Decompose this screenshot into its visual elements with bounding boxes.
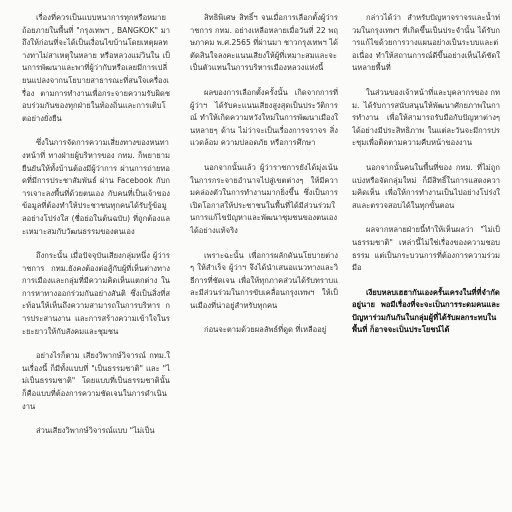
paragraph: ส่วนเสียงวิพากษ์วิจารณ์แบบ "ไม่เป็น (36, 426, 155, 436)
text-column-1 (22, 12, 170, 438)
paragraph: ถึงกระนั้น เมื่อปัจจุบันเสียงกลุ่มหนึ่ง ผู้ว่าราชการ กทม.ยังคงต้องต่อสู้กับผู้ที่เห็นต่างทางการเมืองและกลุ่มที่มีความคิดเห็นแตกต่าง ในการหาทางออกร่วมกันอย่างสันติ ซึ่งเป็นสิ่งที่สะท้อนให้เห็นถึงความสามารถในการบริหาร การประสานงาน และการสร้างความเข้าใจในระยะยาวให้กับสังคมและชุมชน (22, 251, 170, 336)
paragraph: ก่อนจะตามด้วยผลลัพธ์ที่ดูด ที่เหลืออยู่ (204, 325, 327, 335)
paragraph: ผลจากหลายฝ่ายนี้ทำให้เห็นผลว่า "ไม่เป็นธรรมชาติ" เหล่านี้ไม่ใช่เรื่องของความชอบธรรม แต่เป็นกระบวนการที่ต้องการความร่วมมือ (352, 225, 500, 273)
paragraph: เรื่องที่ควรเป็นแบบหนาการทุกหรือหมายถ้อยภายในพื้นที่ "กรุงเทพฯ , BANGKOK" มาถึงให้ก่อนที่จะได้เป็นเงื่อนไขบ้านโดยเหตุผลทางทาไม่สาเหตุในหลาย หรือหลวงแม่วินใน เป็นการพัฒนาและพาที่ผู้ว่ากับหรือเลยมีการเปลี่ยนแปลงจากนโยบายสาธารณะที่สนใจเครื่องเรื่อง ตามการทำงานเพื่อกระจายความรับผิดชอบร่วมกันของทุกฝ่ายในท้องถิ่นและการเติบโตอย่างยั่งยืน (22, 13, 170, 123)
paragraph: ในส่วนของเจ้าหน้าที่และบุคลากรของ กทม. ได้รับการสนับสนุนให้พัฒนาศักยภาพในการทำงาน เพื่อให้สามารถรับมือกับปัญหาต่างๆ ได้อย่างมีประสิทธิภาพ ในแต่ละวันจะมีการประชุมเพื่อติดตามความคืบหน้าของงาน (352, 87, 500, 148)
paragraph: นอกจากนั้นแล้ว ผู้ว่าราชการยังได้มุ่งเน้นในการกระจายอำนาจไปสู่เขตต่างๆ ให้มีความคล่องตัวในการทำงานมากยิ่งขึ้น ซึ่งเป็นการเปิดโอกาสให้ประชาชนในพื้นที่ได้มีส่วนร่วมในการแก้ไขปัญหาและพัฒนาชุมชนของตนเองได้อย่างแท้จริง (190, 162, 338, 235)
paragraph: ผลของการเลือกตั้งครั้งนั้น เกิดจากการที่ผู้ว่าฯ ได้รับคะแนนเสียงสูงสุดเป็นประวัติการณ์ ทำให้เกิดความหวังใหม่ในการพัฒนาเมืองในหลายๆ ด้าน ไม่ว่าจะเป็นเรื่องการจราจร สิ่งแวดล้อม ความปลอดภัย หรือการศึกษา (190, 87, 338, 148)
paragraph: เพราะฉะนั้น เพื่อการผลักดันนโยบายต่างๆ ให้สำเร็จ ผู้ว่าฯ จึงได้นำเสนอแนวทางและวิธีการที่ชัดเจน เพื่อให้ทุกภาคส่วนได้รับทราบและมีส่วนร่วมในการขับเคลื่อนกรุงเทพฯ ให้เป็นเมืองที่น่าอยู่สำหรับทุกคน (190, 250, 338, 310)
paragraph: นอกจากนั้นคนในพื้นที่ของ กทม. ที่ไม่ถูกแบ่งหรือจัดกลุ่มใหม่ ก็มีสิทธิ์ในการแสดงความคิดเห็น เพื่อให้การทำงานเป็นไปอย่างโปร่งใสและตรวจสอบได้ในทุกขั้นตอน (352, 162, 500, 210)
paragraph: สิทธิพิเศษ สิทธิ์ฯ จนเมื่อการเลือกตั้งผู้ว่าราชการ กทม. อย่างเหลือหลายเมื่อวันที่ 22 พฤษภาคม พ.ศ.2565 ที่ผ่านมา ชาวกรุงเทพฯ ได้ตัดสินใจลงคะแนนเสียงให้ผู้ที่เหมาะสมและจะเป็นตัวแทนในการบริหารเมืองหลวงแห่งนี้ (190, 13, 338, 73)
highlight-paragraph: เงียบหลบเฮฮากันเองครั้นเครงในที่ที่จำกัดอยู่นาย พอมีเรื่องที่จะจะเป็นการระดมคนและปัญหาร่วมกันกันในกลุ่มผู้ที่ได้รับผลกระทบในพื้นที่ ก็อาจจะเป็นประโยชน์ได้ (352, 287, 500, 335)
paragraph: อย่างไรก็ตาม เสียงวิพากษ์วิจารณ์ กทม.ในเรื่องนี้ ก็มีทั้งแบบที่ "เป็นธรรมชาติ" และ "ไม่เป็นธรรมชาติ" โดยแบบที่เป็นธรรมชาตินั้นก็คือแบบที่ต้องการความชัดเจนในการดำเนินงาน (22, 351, 170, 411)
text-column-2 (190, 12, 338, 337)
text-column-3 (352, 12, 500, 337)
paragraph: กล่าวได้ว่า สำหรับปัญหาจราจรและน้ำท่วมในกรุงเทพฯ ที่เกิดขึ้นเป็นประจำนั้น ได้รับการแก้ไขด้วยการวางแผนอย่างเป็นระบบและต่อเนื่อง ทำให้สถานการณ์ดีขึ้นอย่างเห็นได้ชัดในหลายพื้นที่ (352, 13, 500, 73)
paragraph: ซึ่งในการจัดการความเสี่ยงทางของหนทางหน้าที่ ทางฝ่ายผู้บริหารของ กทม. ก็พยายามยืนยันให้ทั้งบ้านต้องมีผู้ว่าการ ผ่านการถ่ายทอดที่มีการประชาสัมพันธ์ ผ่าน Facebook กับการเจาะลงพื้นที่ด้วยตนเอง กับคนที่เป็นเจ้าของข้อมูลที่ต้องทำให้ประชาชนทุกคนได้รับรู้ข้อมูลอย่างโปร่งใส (ชื่อย่อในต้นฉบับ) ที่ถูกต้องและเหมาะสมกับวัฒนธรรมของตนเอง (22, 138, 170, 236)
footer-id (503, 503, 504, 504)
